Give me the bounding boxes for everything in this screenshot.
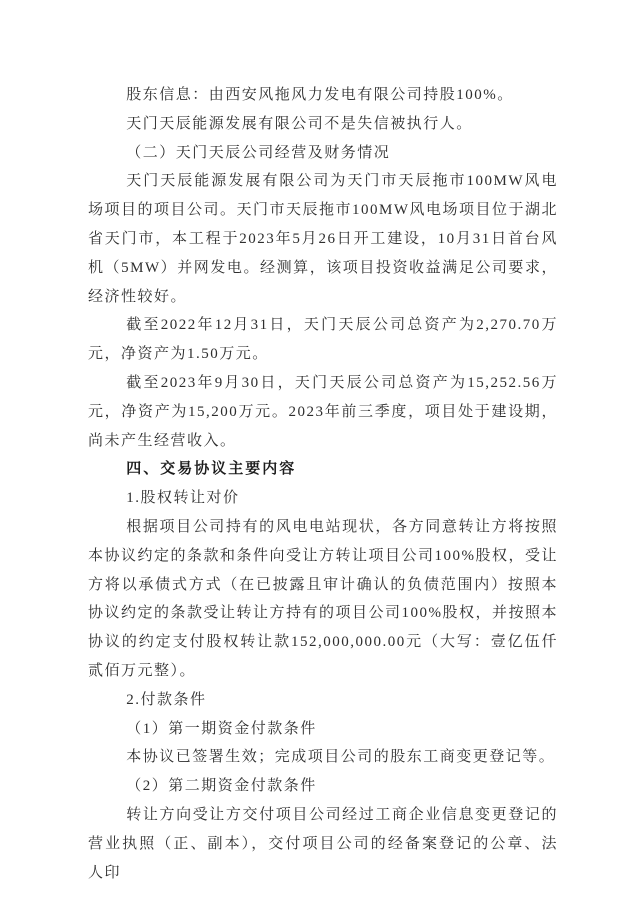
paragraph-item-transfer-price: 1.股权转让对价 xyxy=(126,490,240,507)
paragraph-subsection-title: （二）天门天辰公司经营及财务情况 xyxy=(126,144,391,161)
section-heading-agreement: 四、交易协议主要内容 xyxy=(126,460,297,478)
paragraph-item-payment-terms: 2.付款条件 xyxy=(126,691,207,708)
paragraph-assets-2023: 截至2023年9月30日，天门天辰公司总资产为15,252.56万元，净资产为15,200万元。2023年前三季度，项目处于建设期，尚未产生经营收入。 xyxy=(88,374,558,449)
paragraph-project-overview: 天门天辰能源发展有限公司为天门市天辰拖市100MW风电场项目的项目公司。天门市天辰拖市100MW风电场项目位于湖北省天门市，本工程于2023年5月26日开工建设，10月31日首台风机（5MW）并网发电。经测算，该项目投资收益满足公司要求，经济性较好。 xyxy=(88,173,558,305)
paragraph-first-installment-terms: 本协议已签署生效；完成项目公司的股东工商变更登记等。 xyxy=(126,749,556,766)
paragraph-transfer-terms: 根据项目公司持有的风电电站现状，各方同意转让方将按照本协议约定的条款和条件向受让方转让项目公司100%股权，受让方将以承债式方式（在已披露且审计确认的负债范围内）按照本协议约定的条款受让转让方持有的项目公司100%股权，并按照本协议的约定支付股权转让款152,000,000.00元（大写：壹亿伍仟贰佰万元整）。 xyxy=(88,518,558,679)
paragraph-first-installment-title: （1）第一期资金付款条件 xyxy=(126,720,317,737)
paragraph-assets-2022: 截至2022年12月31日，天门天辰公司总资产为2,270.70万元，净资产为1.50万元。 xyxy=(88,317,558,363)
paragraph-shareholder-info: 股东信息：由西安风拖风力发电有限公司持股100%。 xyxy=(126,87,514,103)
paragraph-second-installment-terms: 转让方向受让方交付项目公司经过工商企业信息变更登记的营业执照（正、副本），交付项目公司的经备案登记的公章、法人印 xyxy=(88,806,558,881)
paragraph-second-installment-title: （2）第二期资金付款条件 xyxy=(126,778,317,795)
paragraph-dishonest-executee: 天门天辰能源发展有限公司不是失信被执行人。 xyxy=(126,115,473,132)
document-body xyxy=(88,81,558,887)
